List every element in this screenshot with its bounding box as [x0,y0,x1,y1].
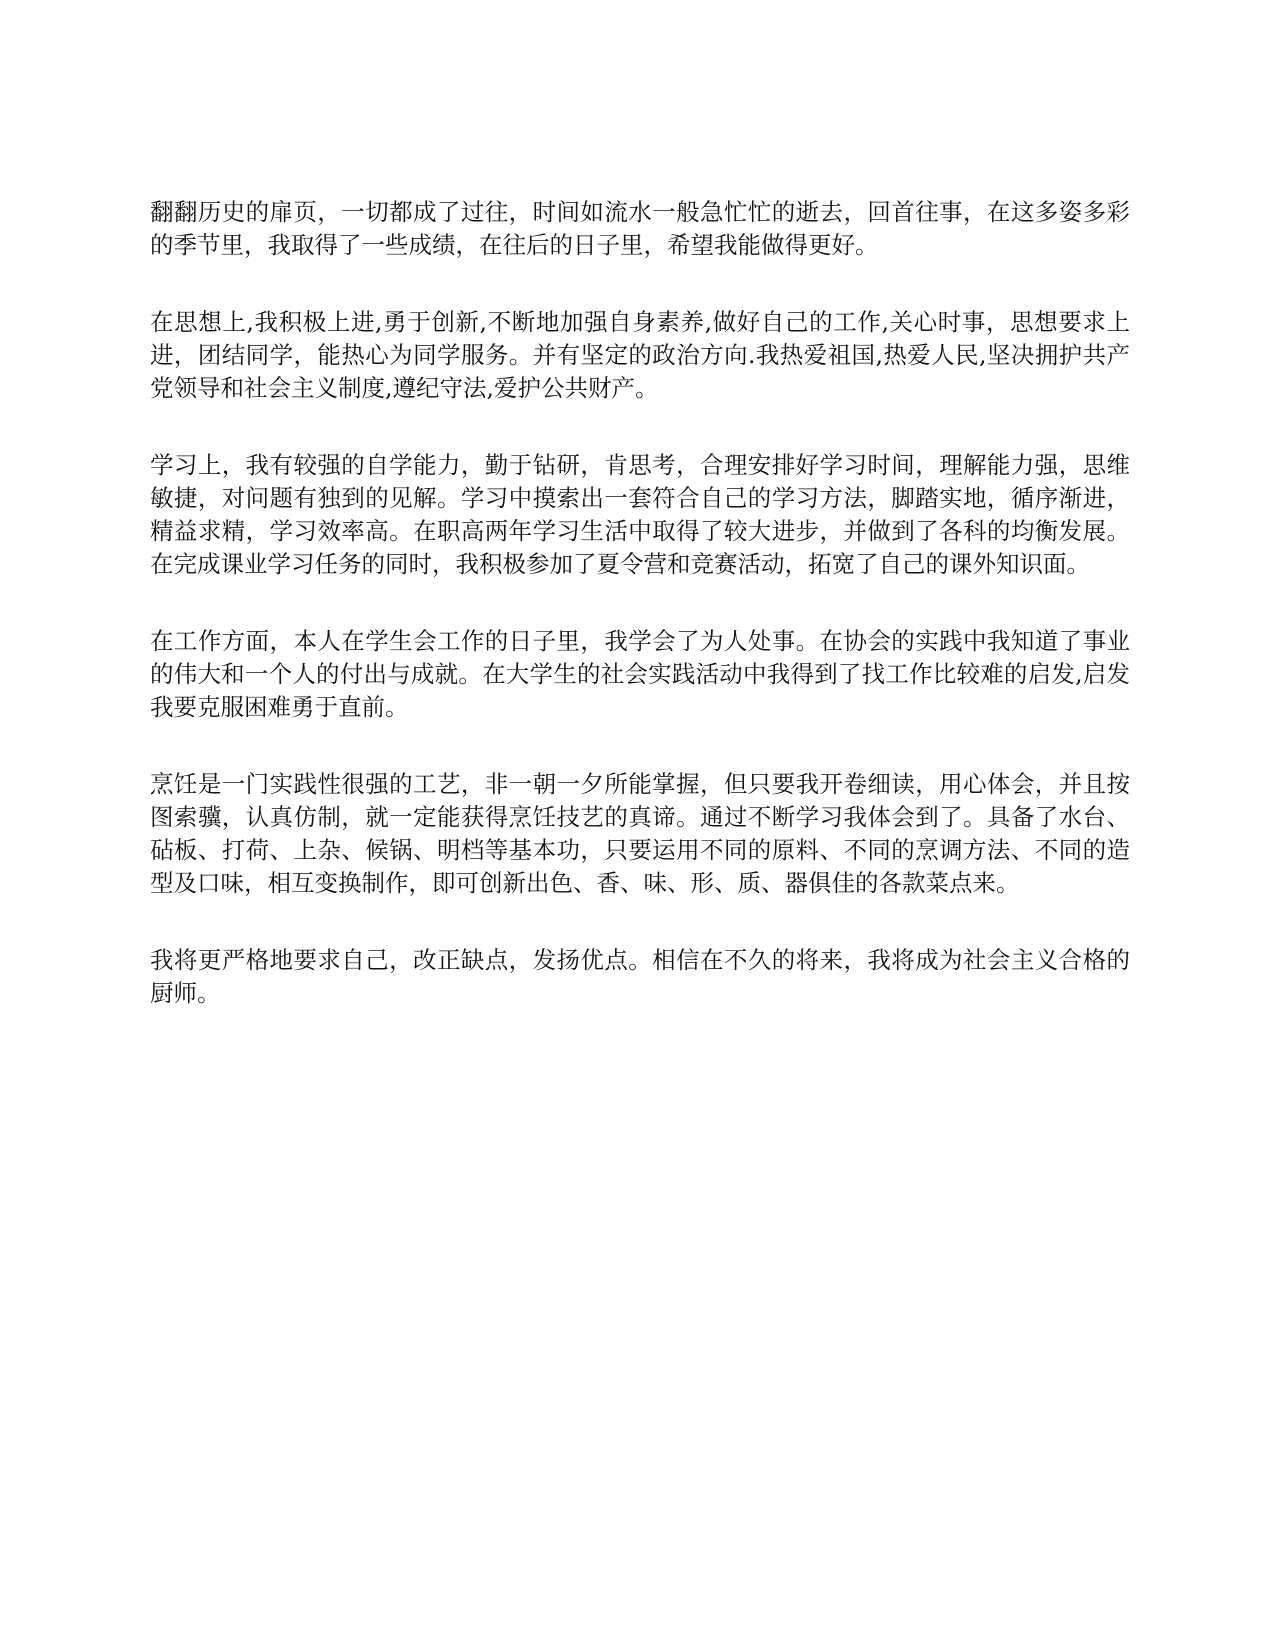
paragraph-work: 在工作方面，本人在学生会工作的日子里，我学会了为人处事。在协会的实践中我知道了事业的伟大和一个人的付出与成就。在大学生的社会实践活动中我得到了找工作比较难的启发,启发我要克服困难勇于直前。 [150,627,1130,721]
paragraph-conclusion: 我将更严格地要求自己，改正缺点，发扬优点。相信在不久的将来，我将成为社会主义合格的厨师。 [150,946,1130,1007]
paragraph-study: 学习上，我有较强的自学能力，勤于钻研，肯思考，合理安排好学习时间，理解能力强，思维敏捷，对问题有独到的见解。学习中摸索出一套符合自己的学习方法，脚踏实地，循序渐进，精益求精，学习效率高。在职高两年学习生活中取得了较大进步，并做到了各科的均衡发展。在完成课业学习任务的同时，我积极参加了夏令营和竞赛活动，拓宽了自己的课外知识面。 [150,451,1130,578]
document-body [150,196,1130,1054]
paragraph-cooking: 烹饪是一门实践性很强的工艺，非一朝一夕所能掌握，但只要我开卷细读，用心体会，并且按图索骥，认真仿制，就一定能获得烹饪技艺的真谛。通过不断学习我体会到了。具备了水台、砧板、打荷、上杂、候锅、明档等基本功，只要运用不同的原料、不同的烹调方法、不同的造型及口味，相互变换制作，即可创新出色、香、味、形、质、器俱佳的各款菜点来。 [150,770,1130,897]
paragraph-intro: 翻翻历史的扉页，一切都成了过往，时间如流水一般急忙忙的逝去，回首往事，在这多姿多彩的季节里，我取得了一些成绩，在往后的日子里，希望我能做得更好。 [150,198,1130,259]
paragraph-thought: 在思想上,我积极上进,勇于创新,不断地加强自身素养,做好自己的工作,关心时事，思想要求上进，团结同学，能热心为同学服务。并有坚定的政治方向.我热爱祖国,热爱人民,坚决拥护共产党领导和社会主义制度,遵纪守法,爱护公共财产。 [150,308,1130,402]
